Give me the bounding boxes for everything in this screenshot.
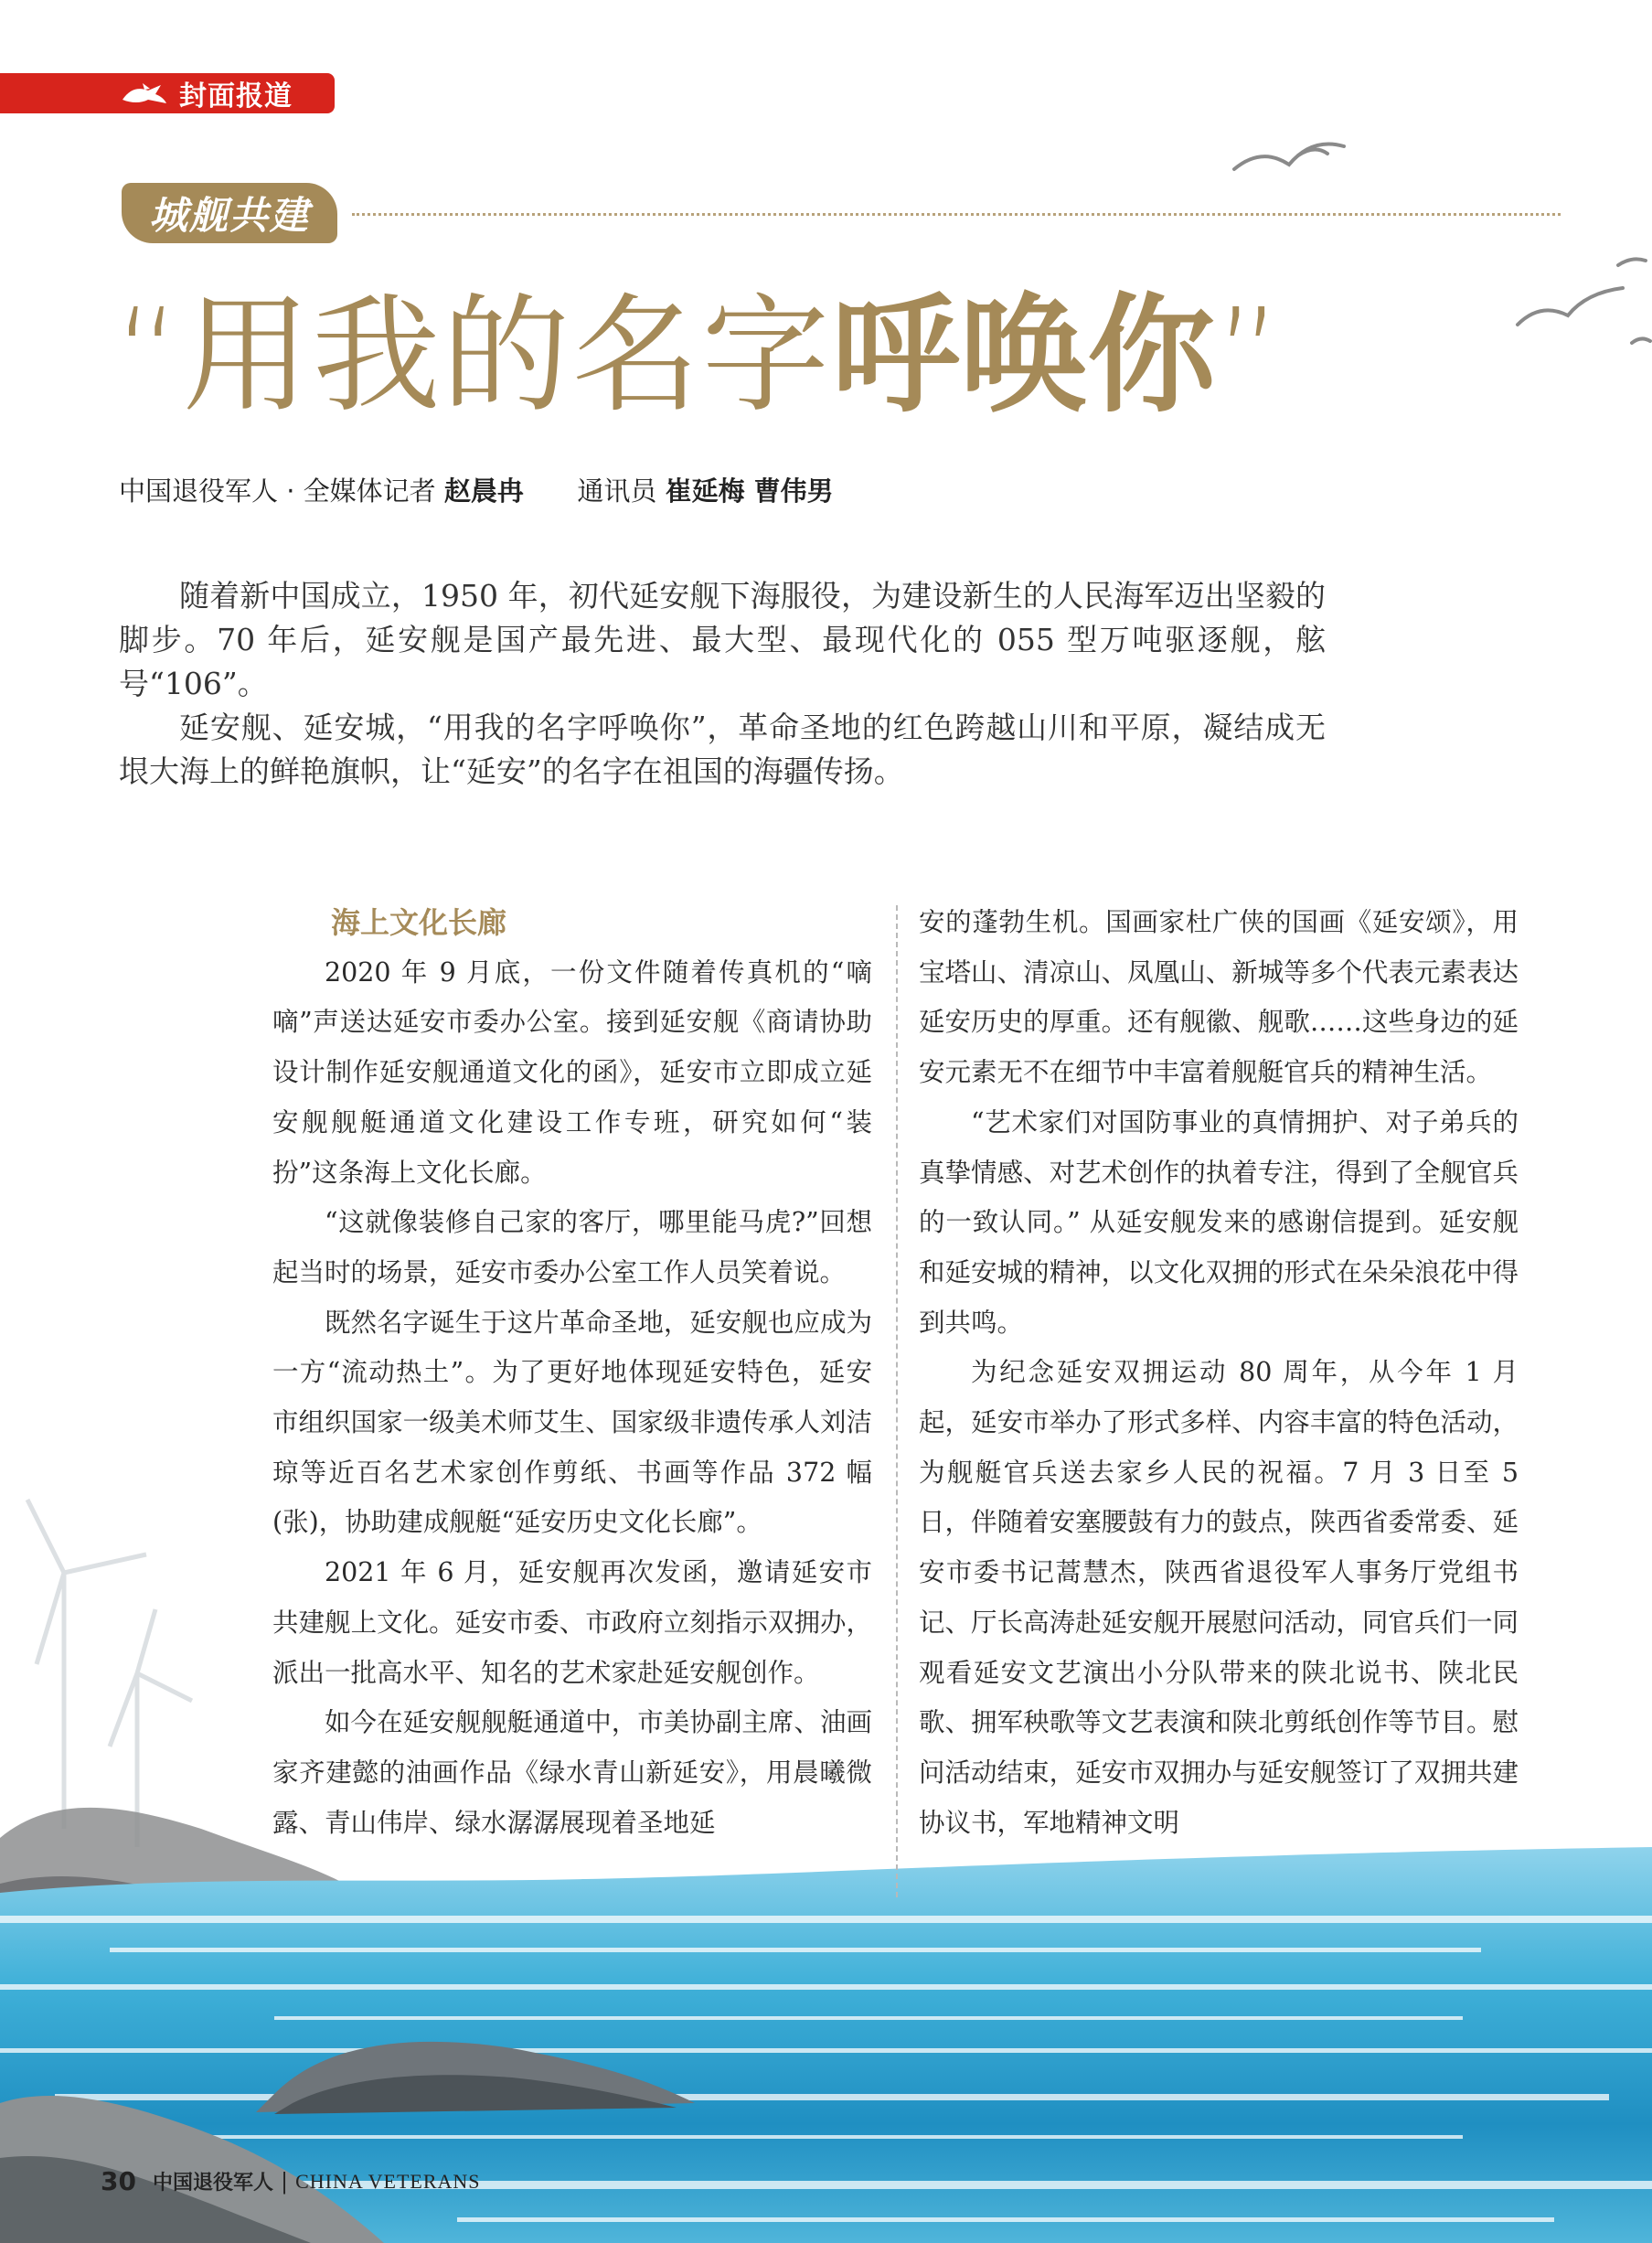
headline-bold-part: 呼唤你: [831, 282, 1216, 431]
headline-close-quote: ”: [1215, 282, 1284, 431]
body-paragraph: 2021 年 6 月，延安舰再次发函，邀请延安市共建舰上文化。延安市委、市政府立刻指示双拥办，派出一批高水平、知名的艺术家赴延安舰创作。: [272, 1557, 872, 1688]
dotted-divider: [352, 213, 1561, 216]
headline-open-quote: “: [114, 282, 183, 431]
byline-correspondent-role: 通讯员: [577, 475, 657, 507]
windmill-icon: [27, 1500, 192, 1847]
body-paragraph: 既然名字诞生于这片革命圣地，延安舰也应成为一方“流动热土”。为了更好地体现延安特色，延安市组织国家一级美术师艾生、国家级非遗传承人刘洁琼等近百名艺术家创作剪纸、书画等作品 372 幅 (张)，协助建成舰艇“延安历史文化长廊”。: [272, 1307, 872, 1538]
page-footer: [101, 2166, 481, 2196]
body-paragraph: 为纪念延安双拥运动 80 周年，从今年 1 月起，延安市举办了形式多样、内容丰富的特色活动，为舰艇官兵送去家乡人民的祝福。7 月 3 日至 5 日，伴随着安塞腰鼓有力的鼓点，陕西省委常委、延安市委书记蒿慧杰，陕西省退役军人事务厅党组书记、厅长高涛赴延安舰开展慰问活动，同官兵们一同观看延安文艺演出小分队带来的陕北说书、陕北民歌、拥军秧歌等文艺表演和陕北剪纸创作等节目。慰问活动结束，延安市双拥办与延安舰签订了双拥共建协议书，军地精神文明: [919, 1357, 1519, 1838]
section-tag: [0, 73, 335, 113]
headline: [114, 274, 1284, 439]
headline-light-part: 用我的名字: [182, 282, 832, 431]
article-subhead: 海上文化长廊: [331, 905, 507, 940]
body-paragraph: 如今在延安舰舰艇通道中，市美协副主席、油画家齐建懿的油画作品《绿水青山新延安》，用晨曦微露、青山伟岸、绿水潺潺展现着圣地延: [272, 1707, 872, 1838]
footer-separator: |: [280, 2168, 289, 2195]
section-label: 封面报道: [179, 80, 293, 112]
byline-reporter: 赵晨冉: [443, 475, 524, 507]
lead-paragraphs: [119, 574, 1326, 794]
byline: [119, 471, 834, 508]
category-badge: 城舰共建: [122, 183, 337, 243]
lead-paragraph: 随着新中国成立，1950 年，初代延安舰下海服役，为建设新生的人民海军迈出坚毅的脚步。70 年后，延安舰是国产最先进、最大型、最现代化的 055 型万吨驱逐舰，舷号“106”。: [119, 578, 1326, 701]
article-column-right: [919, 898, 1519, 1848]
column-divider: [896, 905, 898, 1897]
magazine-logo-icon: [121, 80, 168, 107]
article-column-left: [272, 898, 872, 1848]
byline-org-role: 中国退役军人 · 全媒体记者: [119, 475, 436, 507]
body-paragraph: “艺术家们对国防事业的真情拥护、对子弟兵的真挚情感、对艺术创作的执着专注，得到了全舰官兵的一致认同。” 从延安舰发来的感谢信提到。延安舰和延安城的精神，以文化双拥的形式在朵朵浪花中得到共鸣。: [919, 1106, 1519, 1338]
lead-paragraph: 延安舰、延安城，“用我的名字呼唤你”，革命圣地的红色跨越山川和平原，凝结成无垠大海上的鲜艳旗帜，让“延安”的名字在祖国的海疆传扬。: [119, 710, 1326, 789]
body-paragraph: 2020 年 9 月底，一份文件随着传真机的“嘀嘀”声送达延安市委办公室。接到延安舰《商请协助设计制作延安舰通道文化的函》，延安市立即成立延安舰舰艇通道文化建设工作专班，研究如何“装扮”这条海上文化长廊。: [272, 956, 872, 1188]
body-paragraph: “这就像装修自己家的客厅，哪里能马虎?”回想起当时的场景，延安市委办公室工作人员笑着说。: [272, 1207, 872, 1287]
seagull-icon: [1234, 144, 1650, 344]
byline-correspondents: 崔延梅 曹伟男: [665, 475, 834, 507]
body-paragraph-continuation: 安的蓬勃生机。国画家杜广侠的国画《延安颂》，用宝塔山、清凉山、凤凰山、新城等多个代表元素表达延安历史的厚重。还有舰徽、舰歌……这些身边的延安元素无不在细节中丰富着舰艇官兵的精神生活。: [919, 907, 1519, 1088]
page-number: 30: [101, 2166, 136, 2196]
magazine-name-en: CHINA VETERANS: [295, 2169, 481, 2193]
magazine-name: 中国退役军人: [152, 2172, 273, 2195]
